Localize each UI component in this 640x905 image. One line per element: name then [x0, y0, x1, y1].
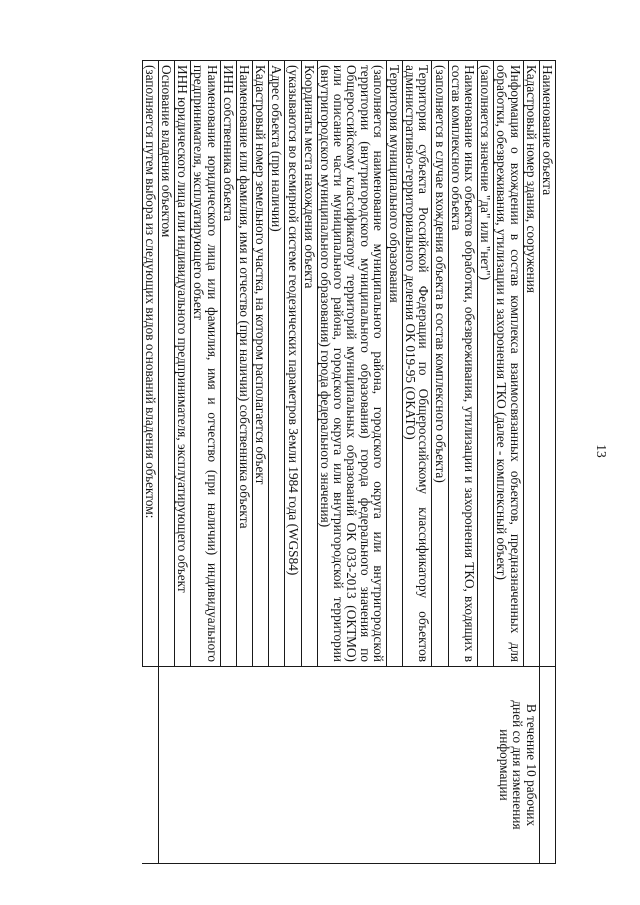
row-note-complex-object: (заполняется в случае вхождения объекта в состав комплексного объекта) — [432, 61, 448, 667]
table-row — [142, 61, 158, 864]
row-label-owner-inn: ИНН собственника объекта — [220, 61, 236, 667]
row-label-object-name: Наименование объекта — [539, 61, 555, 667]
page-number: 13 — [594, 444, 609, 458]
row-label-address: Адрес объекта (при наличии) — [269, 61, 285, 667]
row-note-oktmo: (заполняется наименование муниципального района, городского округа или внутригородской территории (внутригородского муниципального образования) города федерального значения по Общероссийскому классификатору территорий муниципальных образований ОК 033-2013 (ОКТМО) или описание части муниципального района, городского округа или внутригородской территории (внутригородского муниципального образования) города федерального значения) — [317, 61, 386, 667]
row-note-ownership-types: (заполняется путем выбора из следующих видов оснований владения объектом: — [142, 61, 158, 667]
row-label-complex-object-info: Информация о вхождении в состав комплекса взаимосвязанных объектов, предназначенных для обработки, обезвреживания, утилизации и захоронения ТКО (далее - комплексный объект) — [494, 61, 523, 667]
table-row — [539, 61, 555, 864]
row-label-okato-territory: Территория субъекта Российской Федерации по Общероссийскому классификатору объектов административно-территориального деления ОК 019-95 (ОКАТО) — [402, 61, 431, 667]
row-label-other-objects: Наименование иных объектов обработки, обезвреживания, утилизации и захоронения ТКО, входящих в состав комплексного объекта — [448, 61, 477, 667]
row-label-ownership-basis: Основание владения объектом — [158, 61, 174, 667]
row-label-cadastral-number-land: Кадастровый номер земельного участка, на котором располагается объект — [252, 61, 268, 667]
form-table-rotated — [74, 60, 556, 863]
row-label-coordinates: Координаты места нахождения объекта — [301, 61, 317, 667]
row-note-yes-no: (заполняется значение "да" или "нет") — [477, 61, 493, 667]
row-label-cadastral-number-building: Кадастровый номер здания, сооружения — [523, 61, 539, 667]
rotated-page-content — [74, 60, 556, 863]
table-row — [523, 61, 539, 864]
row-label-operator-inn: ИНН юридического лица или индивидуального предпринимателя, эксплуатирующего объект — [174, 61, 190, 667]
update-deadline-cell — [158, 667, 539, 864]
row-label-municipal-territory: Территория муниципального образования — [386, 61, 402, 667]
information-table — [142, 60, 556, 864]
row-value-cell — [539, 667, 555, 864]
update-deadline-text: В течение 10 рабочих дней со дня изменения информации — [496, 700, 539, 830]
row-label-owner-name: Наименование или фамилия, имя и отчество (при наличии) собственника объекта — [236, 61, 252, 667]
row-label-operator-name: Наименование юридического лица или фамилия, имя и отчество (при наличии) индивидуального предпринимателя, эксплуатирующего объект — [191, 61, 220, 667]
row-note-wgs84: (указываются во всемирной системе геодезических параметров Земли 1984 года (WGS84) — [285, 61, 301, 667]
